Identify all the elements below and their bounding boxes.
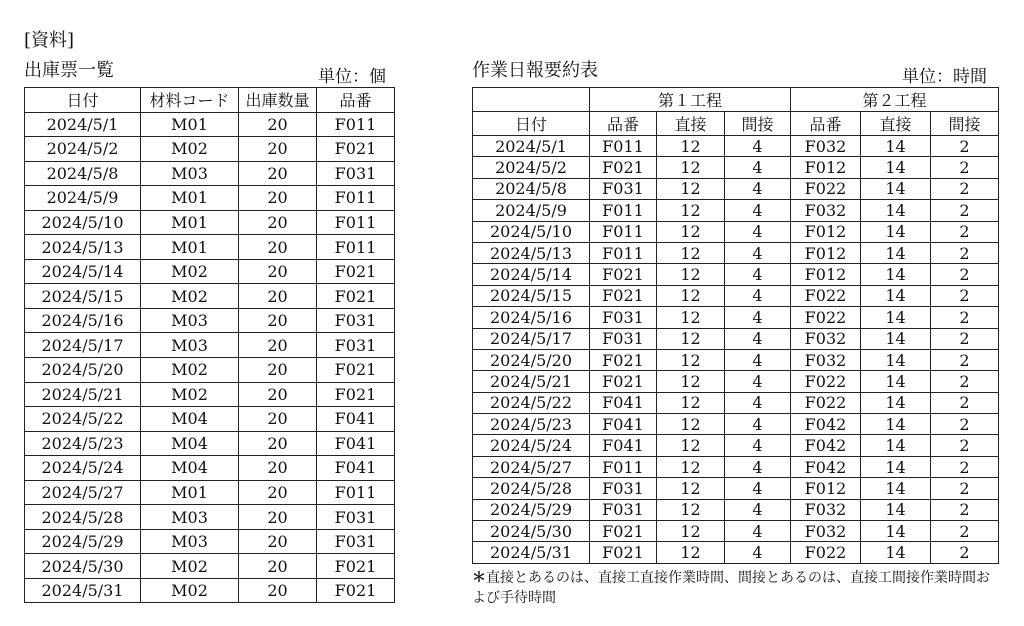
cell-date: 2024/5/24 <box>25 456 141 481</box>
header-product-no: 品番 <box>317 88 395 113</box>
table-row <box>25 186 395 211</box>
table-row <box>25 112 395 137</box>
cell-material-code: M03 <box>141 308 239 333</box>
cell-p1-indirect: 4 <box>725 307 791 328</box>
cell-p1-product-no: F021 <box>590 157 657 178</box>
cell-material-code: M04 <box>141 431 239 456</box>
cell-p1-direct: 12 <box>657 392 725 413</box>
header-blank-cell <box>473 88 590 112</box>
cell-product-no: F021 <box>317 259 395 284</box>
cell-p2-direct: 14 <box>861 221 931 242</box>
cell-issue-qty: 20 <box>239 431 317 456</box>
cell-issue-qty: 20 <box>239 358 317 383</box>
cell-product-no: F021 <box>317 358 395 383</box>
table-row <box>473 242 999 263</box>
cell-p2-product-no: F032 <box>791 521 861 542</box>
cell-p2-indirect: 2 <box>931 435 999 456</box>
cell-date: 2024/5/15 <box>25 284 141 309</box>
daily-work-report-table <box>472 87 999 564</box>
cell-p1-direct: 12 <box>657 285 725 306</box>
cell-material-code: M02 <box>141 284 239 309</box>
cell-material-code: M02 <box>141 358 239 383</box>
cell-date: 2024/5/13 <box>473 242 590 263</box>
cell-issue-qty: 20 <box>239 382 317 407</box>
cell-p1-direct: 12 <box>657 542 725 563</box>
cell-p1-indirect: 4 <box>725 349 791 370</box>
cell-p2-indirect: 2 <box>931 242 999 263</box>
cell-p2-indirect: 2 <box>931 542 999 563</box>
cell-date: 2024/5/30 <box>25 554 141 579</box>
cell-product-no: F031 <box>317 333 395 358</box>
cell-date: 2024/5/9 <box>473 200 590 221</box>
cell-p1-direct: 12 <box>657 349 725 370</box>
cell-p1-direct: 12 <box>657 414 725 435</box>
cell-date: 2024/5/23 <box>25 431 141 456</box>
cell-p2-direct: 14 <box>861 157 931 178</box>
cell-p1-product-no: F031 <box>590 307 657 328</box>
cell-material-code: M04 <box>141 456 239 481</box>
table-row <box>25 456 395 481</box>
cell-p1-product-no: F011 <box>590 221 657 242</box>
cell-product-no: F011 <box>317 235 395 260</box>
cell-p1-direct: 12 <box>657 328 725 349</box>
cell-p2-indirect: 2 <box>931 392 999 413</box>
cell-date: 2024/5/31 <box>473 542 590 563</box>
cell-p1-indirect: 4 <box>725 456 791 477</box>
header-p2-direct: 直接 <box>861 112 931 136</box>
table-row <box>473 456 999 477</box>
cell-p2-product-no: F022 <box>791 371 861 392</box>
daily-work-report-unit: 単位：時間 <box>902 67 987 87</box>
resource-label: [資料] <box>24 30 75 51</box>
cell-p2-direct: 14 <box>861 435 931 456</box>
cell-p2-direct: 14 <box>861 349 931 370</box>
cell-material-code: M04 <box>141 407 239 432</box>
cell-p1-product-no: F011 <box>590 200 657 221</box>
cell-p2-indirect: 2 <box>931 307 999 328</box>
cell-date: 2024/5/14 <box>25 259 141 284</box>
cell-material-code: M02 <box>141 382 239 407</box>
cell-p2-indirect: 2 <box>931 414 999 435</box>
cell-date: 2024/5/30 <box>473 521 590 542</box>
cell-product-no: F031 <box>317 161 395 186</box>
cell-p2-direct: 14 <box>861 307 931 328</box>
cell-date: 2024/5/8 <box>25 161 141 186</box>
cell-product-no: F021 <box>317 137 395 162</box>
cell-product-no: F041 <box>317 456 395 481</box>
cell-p2-direct: 14 <box>861 542 931 563</box>
cell-material-code: M03 <box>141 161 239 186</box>
cell-product-no: F041 <box>317 407 395 432</box>
cell-p2-product-no: F012 <box>791 157 861 178</box>
cell-p2-product-no: F012 <box>791 264 861 285</box>
table-row <box>25 259 395 284</box>
cell-p2-direct: 14 <box>861 456 931 477</box>
cell-material-code: M02 <box>141 259 239 284</box>
cell-date: 2024/5/21 <box>25 382 141 407</box>
cell-date: 2024/5/17 <box>473 328 590 349</box>
cell-p2-direct: 14 <box>861 499 931 520</box>
cell-p2-product-no: F012 <box>791 242 861 263</box>
cell-p1-indirect: 4 <box>725 521 791 542</box>
table-row <box>25 407 395 432</box>
cell-p2-direct: 14 <box>861 264 931 285</box>
cell-p2-indirect: 2 <box>931 264 999 285</box>
table-row <box>473 435 999 456</box>
cell-material-code: M02 <box>141 554 239 579</box>
cell-issue-qty: 20 <box>239 578 317 603</box>
table-row <box>473 136 999 157</box>
cell-p1-indirect: 4 <box>725 200 791 221</box>
cell-p1-direct: 12 <box>657 221 725 242</box>
cell-product-no: F021 <box>317 284 395 309</box>
cell-p1-product-no: F031 <box>590 178 657 199</box>
cell-date: 2024/5/28 <box>473 478 590 499</box>
table-row <box>473 328 999 349</box>
table-row <box>25 235 395 260</box>
cell-issue-qty: 20 <box>239 505 317 530</box>
cell-p1-indirect: 4 <box>725 414 791 435</box>
cell-p1-product-no: F011 <box>590 456 657 477</box>
cell-material-code: M01 <box>141 480 239 505</box>
cell-date: 2024/5/22 <box>25 407 141 432</box>
cell-date: 2024/5/27 <box>25 480 141 505</box>
cell-date: 2024/5/20 <box>25 358 141 383</box>
cell-date: 2024/5/22 <box>473 392 590 413</box>
table-row <box>473 414 999 435</box>
cell-p2-product-no: F042 <box>791 435 861 456</box>
cell-product-no: F011 <box>317 186 395 211</box>
process-2-header: 第２工程 <box>791 88 999 112</box>
cell-p1-product-no: F021 <box>590 371 657 392</box>
cell-date: 2024/5/21 <box>473 371 590 392</box>
cell-issue-qty: 20 <box>239 186 317 211</box>
header-issue-qty: 出庫数量 <box>239 88 317 113</box>
cell-material-code: M01 <box>141 186 239 211</box>
cell-p1-product-no: F041 <box>590 392 657 413</box>
table-row <box>25 529 395 554</box>
cell-product-no: F011 <box>317 210 395 235</box>
table-row <box>473 307 999 328</box>
cell-p2-product-no: F042 <box>791 414 861 435</box>
table-row <box>25 480 395 505</box>
cell-p2-direct: 14 <box>861 178 931 199</box>
table-row <box>25 210 395 235</box>
cell-p1-product-no: F021 <box>590 285 657 306</box>
cell-p2-indirect: 2 <box>931 349 999 370</box>
cell-p1-direct: 12 <box>657 200 725 221</box>
cell-date: 2024/5/2 <box>473 157 590 178</box>
table-row <box>25 554 395 579</box>
cell-date: 2024/5/9 <box>25 186 141 211</box>
cell-p1-indirect: 4 <box>725 371 791 392</box>
footnote-text: 直接とあるのは、直接工直接作業時間、間接とあるのは、直接工間接作業時間および手待時間 <box>472 570 990 606</box>
cell-p1-direct: 12 <box>657 499 725 520</box>
cell-date: 2024/5/1 <box>25 112 141 137</box>
table-row <box>473 157 999 178</box>
cell-p1-product-no: F031 <box>590 499 657 520</box>
cell-product-no: F021 <box>317 382 395 407</box>
cell-p1-direct: 12 <box>657 157 725 178</box>
cell-p1-product-no: F031 <box>590 328 657 349</box>
cell-p2-indirect: 2 <box>931 157 999 178</box>
cell-p2-product-no: F022 <box>791 178 861 199</box>
cell-issue-qty: 20 <box>239 407 317 432</box>
cell-material-code: M01 <box>141 112 239 137</box>
cell-p2-indirect: 2 <box>931 499 999 520</box>
cell-p2-product-no: F032 <box>791 136 861 157</box>
cell-material-code: M03 <box>141 505 239 530</box>
cell-product-no: F021 <box>317 578 395 603</box>
cell-date: 2024/5/28 <box>25 505 141 530</box>
table-row <box>473 285 999 306</box>
cell-issue-qty: 20 <box>239 112 317 137</box>
cell-issue-qty: 20 <box>239 308 317 333</box>
header-p2-product-no: 品番 <box>791 112 861 136</box>
table-row <box>25 161 395 186</box>
cell-issue-qty: 20 <box>239 210 317 235</box>
header-p1-direct: 直接 <box>657 112 725 136</box>
cell-issue-qty: 20 <box>239 480 317 505</box>
cell-p1-direct: 12 <box>657 478 725 499</box>
cell-issue-qty: 20 <box>239 529 317 554</box>
cell-p2-product-no: F032 <box>791 499 861 520</box>
cell-product-no: F011 <box>317 112 395 137</box>
cell-material-code: M03 <box>141 529 239 554</box>
cell-date: 2024/5/20 <box>473 349 590 370</box>
issue-slip-unit: 単位：個 <box>318 67 386 87</box>
cell-p1-indirect: 4 <box>725 435 791 456</box>
cell-issue-qty: 20 <box>239 333 317 358</box>
cell-issue-qty: 20 <box>239 137 317 162</box>
header-date: 日付 <box>473 112 590 136</box>
cell-date: 2024/5/29 <box>25 529 141 554</box>
cell-p1-direct: 12 <box>657 264 725 285</box>
cell-product-no: F031 <box>317 529 395 554</box>
cell-date: 2024/5/14 <box>473 264 590 285</box>
cell-p2-direct: 14 <box>861 242 931 263</box>
footnote <box>472 568 1002 608</box>
table-row <box>25 382 395 407</box>
cell-issue-qty: 20 <box>239 259 317 284</box>
cell-p1-product-no: F011 <box>590 242 657 263</box>
cell-p1-product-no: F041 <box>590 435 657 456</box>
cell-p2-indirect: 2 <box>931 200 999 221</box>
cell-p2-direct: 14 <box>861 285 931 306</box>
issue-slip-list-title: 出庫票一覧 <box>24 60 114 81</box>
cell-product-no: F031 <box>317 308 395 333</box>
cell-p2-direct: 14 <box>861 478 931 499</box>
cell-material-code: M01 <box>141 235 239 260</box>
cell-material-code: M02 <box>141 578 239 603</box>
table-row <box>473 499 999 520</box>
cell-p1-direct: 12 <box>657 371 725 392</box>
cell-date: 2024/5/17 <box>25 333 141 358</box>
cell-p2-product-no: F032 <box>791 200 861 221</box>
cell-p1-indirect: 4 <box>725 542 791 563</box>
cell-date: 2024/5/27 <box>473 456 590 477</box>
cell-p1-direct: 12 <box>657 136 725 157</box>
cell-p1-indirect: 4 <box>725 499 791 520</box>
table-row <box>473 371 999 392</box>
cell-p2-product-no: F012 <box>791 478 861 499</box>
cell-p1-indirect: 4 <box>725 328 791 349</box>
cell-material-code: M01 <box>141 210 239 235</box>
table-row <box>473 264 999 285</box>
cell-date: 2024/5/31 <box>25 578 141 603</box>
cell-p2-direct: 14 <box>861 392 931 413</box>
cell-p1-direct: 12 <box>657 307 725 328</box>
table-row <box>473 200 999 221</box>
cell-p2-product-no: F032 <box>791 349 861 370</box>
table-row <box>473 392 999 413</box>
cell-date: 2024/5/24 <box>473 435 590 456</box>
cell-p2-direct: 14 <box>861 136 931 157</box>
issue-slip-table <box>24 87 395 603</box>
cell-product-no: F041 <box>317 431 395 456</box>
cell-p2-product-no: F042 <box>791 456 861 477</box>
cell-p2-direct: 14 <box>861 371 931 392</box>
cell-p1-indirect: 4 <box>725 157 791 178</box>
cell-p2-indirect: 2 <box>931 371 999 392</box>
cell-p1-indirect: 4 <box>725 478 791 499</box>
cell-p1-direct: 12 <box>657 435 725 456</box>
table-row <box>25 284 395 309</box>
cell-issue-qty: 20 <box>239 161 317 186</box>
table-row <box>25 505 395 530</box>
table-row <box>25 308 395 333</box>
table-row <box>473 349 999 370</box>
cell-p2-direct: 14 <box>861 414 931 435</box>
table-row <box>473 478 999 499</box>
table-row <box>25 333 395 358</box>
cell-product-no: F011 <box>317 480 395 505</box>
cell-material-code: M03 <box>141 333 239 358</box>
cell-p1-direct: 12 <box>657 178 725 199</box>
cell-date: 2024/5/10 <box>25 210 141 235</box>
cell-date: 2024/5/15 <box>473 285 590 306</box>
cell-date: 2024/5/10 <box>473 221 590 242</box>
table-row <box>473 178 999 199</box>
table-row <box>473 521 999 542</box>
cell-p2-indirect: 2 <box>931 328 999 349</box>
cell-p2-indirect: 2 <box>931 136 999 157</box>
cell-p1-direct: 12 <box>657 521 725 542</box>
cell-issue-qty: 20 <box>239 235 317 260</box>
cell-p2-direct: 14 <box>861 521 931 542</box>
cell-p2-product-no: F022 <box>791 285 861 306</box>
footnote-mark: ＊ <box>472 570 486 586</box>
cell-p1-product-no: F021 <box>590 542 657 563</box>
cell-p1-indirect: 4 <box>725 285 791 306</box>
header-material-code: 材料コード <box>141 88 239 113</box>
cell-p2-indirect: 2 <box>931 221 999 242</box>
table-row <box>473 542 999 563</box>
daily-work-report-title: 作業日報要約表 <box>472 60 598 81</box>
header-p2-indirect: 間接 <box>931 112 999 136</box>
cell-p1-product-no: F021 <box>590 264 657 285</box>
table-row <box>473 221 999 242</box>
cell-p2-indirect: 2 <box>931 478 999 499</box>
cell-p2-product-no: F032 <box>791 328 861 349</box>
cell-p1-direct: 12 <box>657 456 725 477</box>
cell-p2-product-no: F012 <box>791 221 861 242</box>
table-row <box>25 431 395 456</box>
header-date: 日付 <box>25 88 141 113</box>
cell-p2-indirect: 2 <box>931 521 999 542</box>
table-row <box>25 578 395 603</box>
cell-issue-qty: 20 <box>239 284 317 309</box>
cell-date: 2024/5/2 <box>25 137 141 162</box>
cell-p1-direct: 12 <box>657 242 725 263</box>
cell-date: 2024/5/8 <box>473 178 590 199</box>
cell-p2-product-no: F022 <box>791 392 861 413</box>
cell-p2-indirect: 2 <box>931 178 999 199</box>
cell-p2-product-no: F022 <box>791 307 861 328</box>
header-p1-indirect: 間接 <box>725 112 791 136</box>
cell-p1-product-no: F041 <box>590 414 657 435</box>
cell-issue-qty: 20 <box>239 456 317 481</box>
cell-p1-indirect: 4 <box>725 178 791 199</box>
cell-product-no: F021 <box>317 554 395 579</box>
cell-date: 2024/5/13 <box>25 235 141 260</box>
cell-p1-product-no: F021 <box>590 521 657 542</box>
table-row <box>25 137 395 162</box>
cell-p1-indirect: 4 <box>725 242 791 263</box>
table-row <box>25 358 395 383</box>
cell-material-code: M02 <box>141 137 239 162</box>
cell-issue-qty: 20 <box>239 554 317 579</box>
cell-p2-indirect: 2 <box>931 285 999 306</box>
cell-product-no: F031 <box>317 505 395 530</box>
cell-p2-direct: 14 <box>861 328 931 349</box>
cell-p2-direct: 14 <box>861 200 931 221</box>
cell-p1-indirect: 4 <box>725 264 791 285</box>
cell-date: 2024/5/16 <box>473 307 590 328</box>
cell-p1-indirect: 4 <box>725 136 791 157</box>
cell-date: 2024/5/29 <box>473 499 590 520</box>
header-p1-product-no: 品番 <box>590 112 657 136</box>
cell-p1-product-no: F031 <box>590 478 657 499</box>
cell-p1-indirect: 4 <box>725 392 791 413</box>
cell-p1-product-no: F011 <box>590 136 657 157</box>
cell-p2-product-no: F022 <box>791 542 861 563</box>
cell-p1-product-no: F021 <box>590 349 657 370</box>
cell-p2-indirect: 2 <box>931 456 999 477</box>
cell-date: 2024/5/23 <box>473 414 590 435</box>
process-1-header: 第１工程 <box>590 88 791 112</box>
cell-date: 2024/5/1 <box>473 136 590 157</box>
cell-p1-indirect: 4 <box>725 221 791 242</box>
cell-date: 2024/5/16 <box>25 308 141 333</box>
